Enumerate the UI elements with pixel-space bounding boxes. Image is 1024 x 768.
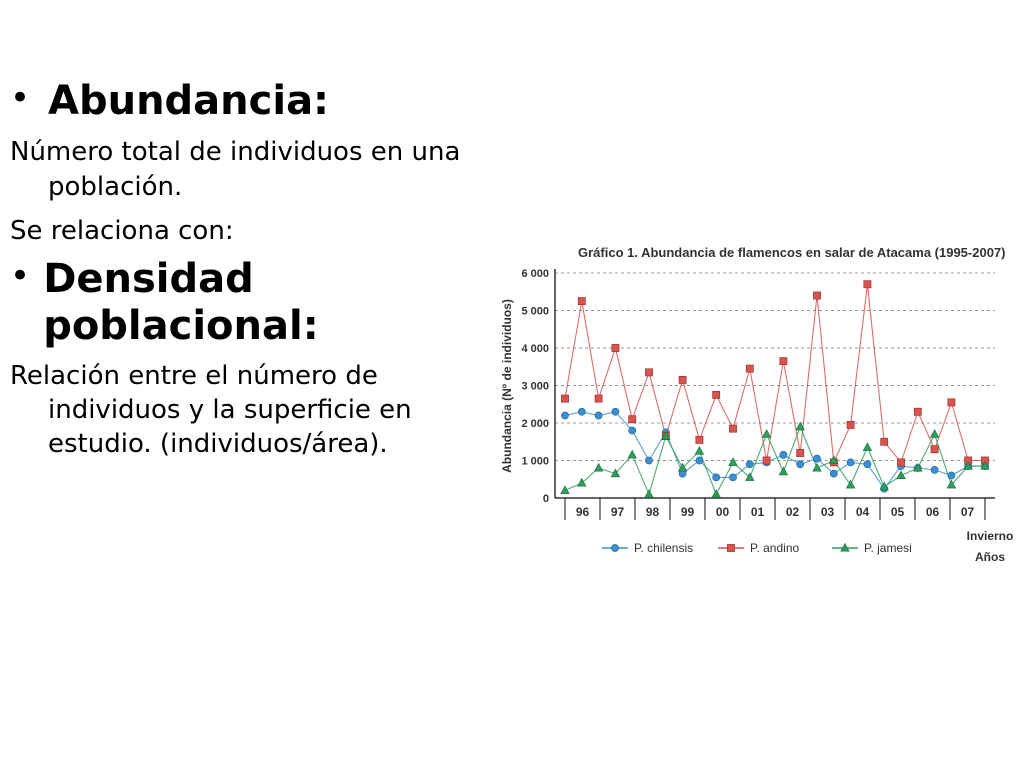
data-point-p-jamesi (628, 450, 636, 458)
bullet-dot-icon: • (10, 78, 31, 118)
data-point-p-jamesi (813, 464, 821, 472)
data-point-p-andino (645, 369, 652, 376)
definition-densidad: Relación entre el número de individuos y la superficie en estudio. (individuos/área). (10, 360, 412, 460)
x-tick-label: 98 (645, 505, 660, 519)
data-point-p-andino (629, 416, 636, 423)
data-point-p-chilensis (595, 412, 602, 419)
data-point-p-jamesi (695, 447, 703, 455)
data-point-p-andino (746, 365, 753, 372)
data-point-p-andino (713, 391, 720, 398)
x-tick-label: 04 (855, 505, 870, 519)
data-point-p-chilensis (864, 461, 871, 468)
abundance-line-chart (490, 238, 1020, 573)
data-point-p-jamesi (930, 430, 938, 438)
x-tick-label: 07 (960, 505, 975, 519)
data-point-p-andino (847, 421, 854, 428)
legend-label-p-andino: P. andino (750, 541, 800, 555)
data-point-p-andino (729, 425, 736, 432)
legend-marker-p-chilensis (611, 544, 618, 551)
data-point-p-andino (914, 408, 921, 415)
y-tick-label: 5 000 (521, 305, 549, 318)
data-point-p-chilensis (729, 474, 736, 481)
data-point-p-chilensis (948, 472, 955, 479)
data-point-p-chilensis (713, 474, 720, 481)
data-point-p-chilensis (578, 408, 585, 415)
data-point-p-jamesi (779, 467, 787, 475)
data-point-p-jamesi (746, 473, 754, 481)
x-tick-label: 00 (715, 505, 730, 519)
x-tick-label: 03 (820, 505, 835, 519)
legend-label-p-jamesi: P. jamesi (864, 541, 912, 555)
y-tick-label: 0 (542, 493, 549, 505)
data-point-p-jamesi (712, 490, 720, 498)
data-point-p-chilensis (561, 412, 568, 419)
data-point-p-chilensis (797, 461, 804, 468)
series-lines (565, 284, 985, 494)
data-point-p-chilensis (780, 451, 787, 458)
data-point-p-chilensis (746, 461, 753, 468)
slide-text (10, 78, 480, 461)
data-point-p-jamesi (561, 486, 569, 494)
data-point-p-andino (561, 395, 568, 402)
data-point-p-andino (595, 395, 602, 402)
bullet-dot-icon: • (10, 256, 31, 297)
data-point-p-chilensis (931, 466, 938, 473)
data-point-p-andino (679, 376, 686, 383)
data-point-p-andino (864, 281, 871, 288)
y-tick-label: 4 000 (521, 343, 549, 355)
data-point-p-andino (948, 399, 955, 406)
x-tick-label: 99 (680, 505, 695, 519)
x-tick-label: 02 (785, 505, 800, 519)
x-tick-label: 01 (750, 505, 765, 519)
series-line-p-andino (565, 284, 985, 462)
data-point-p-chilensis (612, 408, 619, 415)
data-point-p-chilensis (696, 457, 703, 464)
x-tick-label: 05 (890, 505, 905, 519)
x-axis-label-anos: Años (975, 550, 1005, 564)
heading-abundancia: Abundancia: (48, 78, 330, 124)
y-axis-label: Abundancia (Nº de individuos) (500, 299, 514, 473)
data-point-p-jamesi (762, 430, 770, 438)
data-point-p-andino (578, 298, 585, 305)
x-tick-label: 06 (925, 505, 940, 519)
legend-label-p-chilensis: P. chilensis (634, 541, 694, 555)
relation-text: Se relaciona con: (10, 215, 234, 246)
definition-abundancia: Número total de individuos en una población. (10, 137, 461, 202)
data-point-p-andino (931, 446, 938, 453)
data-point-p-andino (763, 457, 770, 464)
data-point-p-andino (897, 459, 904, 466)
heading-densidad: Densidad poblacional: (43, 256, 319, 350)
chart-title: Gráfico 1. Abundancia de flamencos en salar de Atacama (1995-2007) (578, 245, 1006, 260)
data-point-p-andino (612, 344, 619, 351)
legend-marker-p-andino (727, 544, 734, 551)
data-point-p-andino (780, 358, 787, 365)
data-point-p-chilensis (847, 459, 854, 466)
x-axis (555, 269, 995, 520)
data-point-p-jamesi (645, 490, 653, 498)
data-point-p-jamesi (863, 443, 871, 451)
data-point-p-jamesi (729, 458, 737, 466)
data-point-p-chilensis (645, 457, 652, 464)
data-point-p-andino (881, 438, 888, 445)
x-axis-label-invierno: Invierno (966, 529, 1014, 543)
y-tick-label: 3 000 (521, 380, 549, 393)
bullet-abundancia (10, 78, 480, 125)
y-tick-label: 1 000 (521, 455, 549, 468)
y-tick-label: 2 000 (521, 418, 549, 430)
grid-lines (555, 273, 995, 461)
data-point-p-chilensis (830, 470, 837, 477)
data-point-p-chilensis (813, 455, 820, 462)
y-tick-labels (521, 268, 549, 505)
bullet-densidad (10, 256, 480, 350)
chart-legend (602, 541, 912, 555)
data-point-p-andino (696, 436, 703, 443)
data-point-p-andino (813, 292, 820, 299)
data-point-p-jamesi (594, 464, 602, 472)
x-tick-label: 96 (575, 505, 590, 519)
data-point-p-chilensis (629, 427, 636, 434)
x-tick-label: 97 (610, 505, 625, 519)
data-point-p-jamesi (897, 471, 905, 479)
y-tick-label: 6 000 (521, 268, 549, 280)
data-point-p-andino (797, 449, 804, 456)
